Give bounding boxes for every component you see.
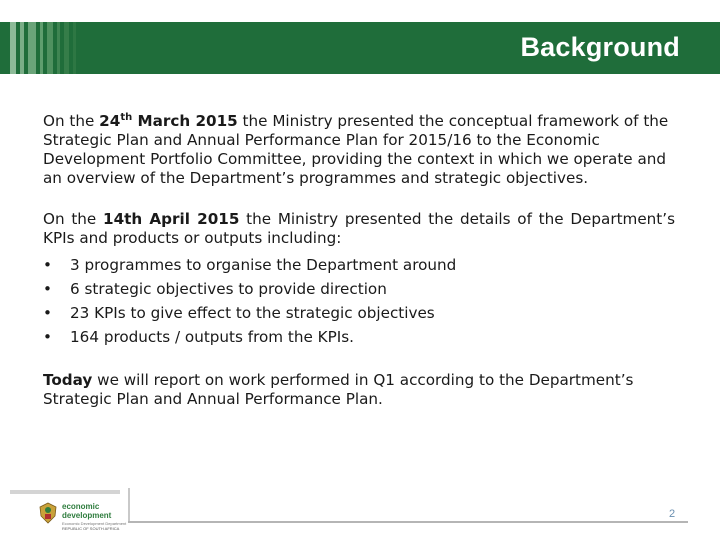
para2-text: the Ministry presented the details of the Department’s KPIs and products or outputs including:	[43, 210, 675, 247]
para2-date: 14th April 2015	[103, 210, 240, 228]
bullet-icon: •	[43, 280, 52, 298]
bullet-icon: •	[43, 256, 52, 274]
para1-date	[99, 112, 238, 130]
para2-intro	[43, 210, 675, 248]
list-item-text: 23 KPIs to give effect to the strategic objectives	[70, 304, 435, 322]
list-item	[43, 253, 675, 277]
list-item-text: 3 programmes to organise the Department around	[70, 256, 457, 274]
bullet-icon: •	[43, 304, 52, 322]
para1-lead: On the	[43, 112, 100, 130]
para1-date-suffix: th	[120, 111, 133, 123]
kpi-bullet-list	[43, 253, 675, 349]
list-item	[43, 325, 675, 349]
department-logo	[62, 502, 126, 531]
logo-line-department: Economic Development Department	[62, 521, 127, 526]
paragraph-ministry-framework	[43, 112, 675, 188]
bullet-icon: •	[43, 328, 52, 346]
para1-date-rest: March 2015	[132, 112, 238, 130]
title-banner	[0, 22, 720, 74]
para2-lead: On the	[43, 210, 103, 228]
coat-of-arms-icon	[38, 502, 58, 524]
banner-stripe	[20, 22, 24, 74]
para1-date-day: 24	[99, 112, 121, 130]
logo-line-economic: economic	[62, 502, 100, 511]
list-item	[43, 301, 675, 325]
list-item	[43, 277, 675, 301]
footer-rule	[128, 521, 688, 523]
paragraph-today-report	[43, 371, 675, 409]
list-item-text: 164 products / outputs from the KPIs.	[70, 328, 355, 346]
banner-stripe	[73, 22, 76, 74]
slide-title: Background	[520, 32, 680, 62]
logo-line-development: development	[62, 511, 112, 520]
paragraph-kpi-details	[43, 210, 675, 349]
para1-text: the Ministry presented the conceptual framework of the Strategic Plan and Annual Performance Plan for 2015/16 to the Economic Development Portfolio Committee, providing the context in which we operate and an overview of the Department’s programmes and strategic objectives.	[43, 112, 669, 187]
banner-stripe	[10, 22, 16, 74]
logo-line-republic: REPUBLIC OF SOUTH AFRICA	[62, 526, 120, 531]
list-item-text: 6 strategic objectives to provide direction	[70, 280, 387, 298]
banner-stripe	[28, 22, 36, 74]
banner-stripe	[57, 22, 60, 74]
para3-text: we will report on work performed in Q1 according to the Department’s Strategic Plan and Annual Performance Plan.	[43, 371, 634, 408]
slide-body	[43, 112, 675, 409]
page-number: 2	[669, 508, 676, 520]
footer-divider	[128, 488, 130, 523]
banner-stripe	[40, 22, 43, 74]
para3-bold-lead: Today	[43, 371, 93, 389]
banner-stripe	[64, 22, 69, 74]
banner-stripe	[47, 22, 53, 74]
footer-logo-strip	[10, 490, 120, 494]
